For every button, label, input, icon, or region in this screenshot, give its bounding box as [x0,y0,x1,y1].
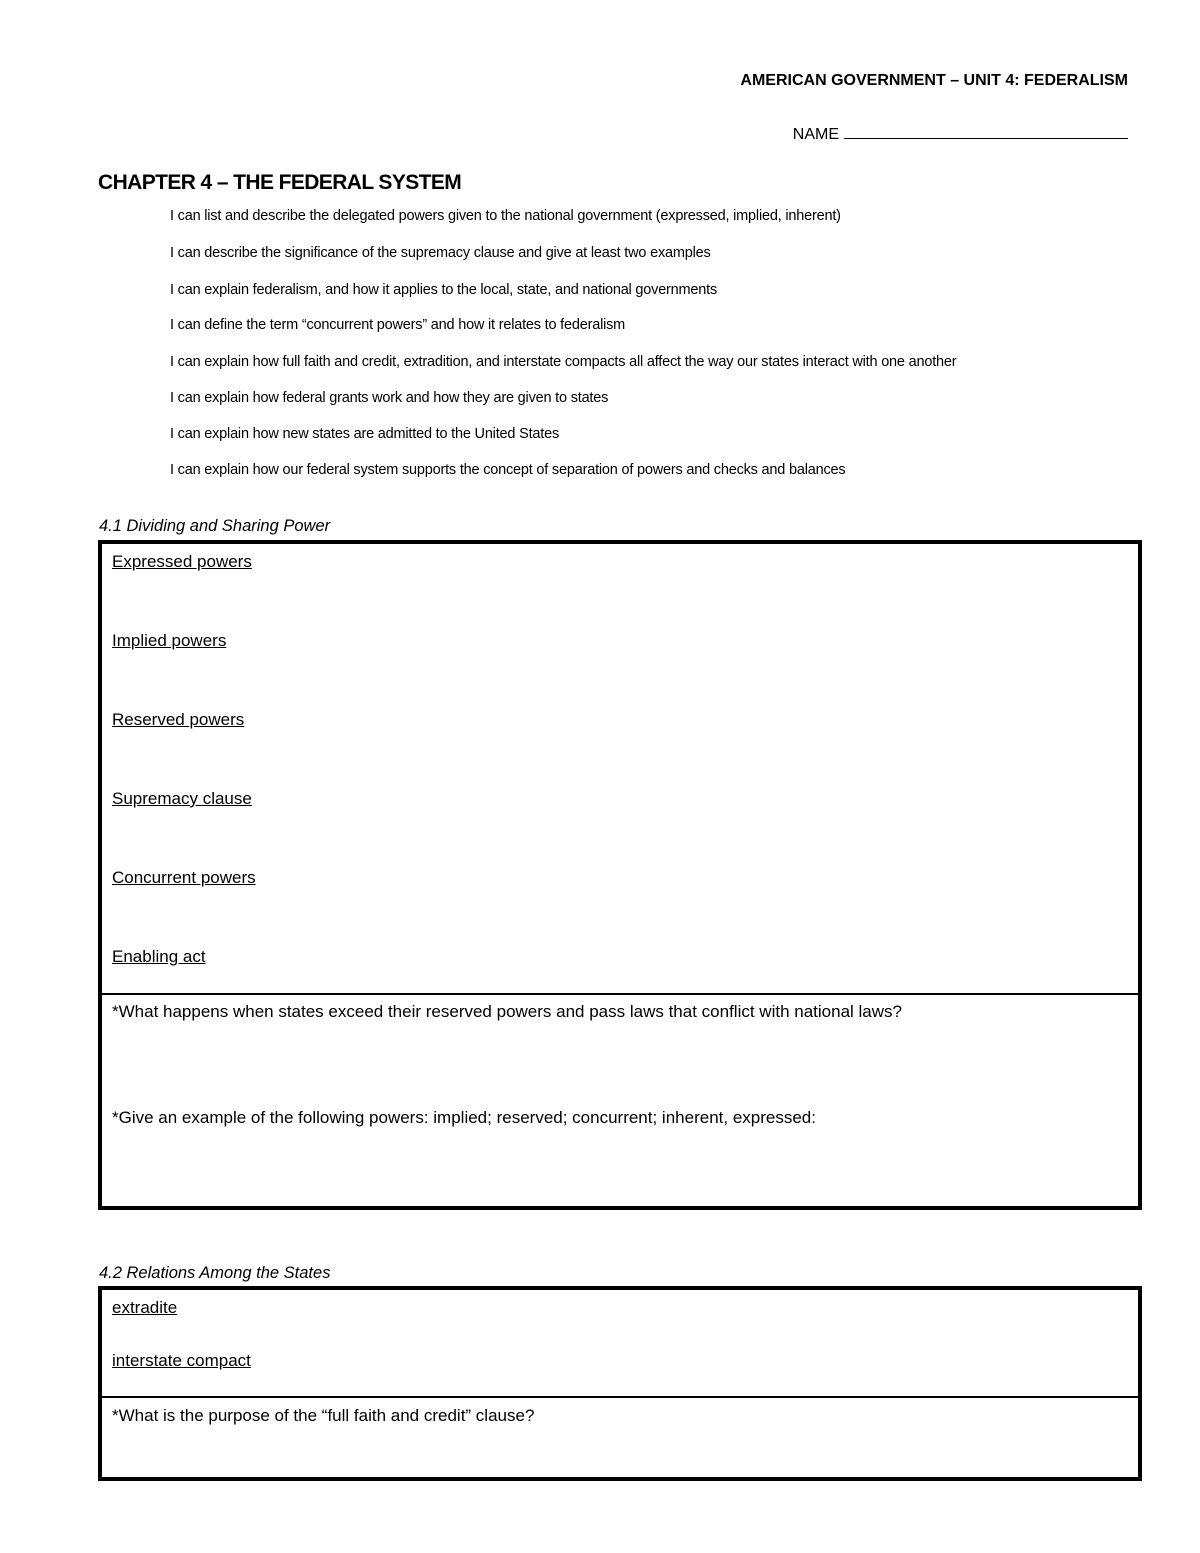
objective-item: I can describe the significance of the supremacy clause and give at least two examples [170,245,711,261]
section-4-1-box [98,540,1142,1210]
term-label: Supremacy clause [112,789,252,808]
unit-title: AMERICAN GOVERNMENT – UNIT 4: FEDERALISM [740,72,1128,89]
name-line [793,124,1128,144]
objective-item: I can explain how federal grants work and how they are given to states [170,390,609,406]
term-label: Reserved powers [112,710,245,729]
box-divider [102,1396,1138,1398]
term-label: Concurrent powers [112,868,256,887]
term-label: Enabling act [112,947,206,966]
name-label: NAME [792,126,839,143]
objective-item: I can explain federalism, and how it applies to the local, state, and national governments [170,282,718,298]
objective-item: I can define the term “concurrent powers” and how it relates to federalism [170,317,626,333]
question-prompt: *What is the purpose of the “full faith and credit” clause? [112,1406,535,1425]
name-blank[interactable] [844,124,1128,139]
objective-item: I can explain how new states are admitted to the United States [170,426,559,442]
term-label: extradite [112,1298,178,1317]
objective-item: I can explain how our federal system supports the concept of separation of powers and checks and balances [170,462,846,478]
box-divider [102,993,1138,995]
objective-item: I can list and describe the delegated powers given to the national government (expressed, implied, inherent) [170,208,841,224]
question-prompt: *Give an example of the following powers: implied; reserved; concurrent; inherent, expressed: [112,1108,816,1127]
section-4-2-box [98,1286,1142,1481]
section-heading: 4.1 Dividing and Sharing Power [99,517,331,535]
section-heading: 4.2 Relations Among the States [99,1264,331,1282]
chapter-title: CHAPTER 4 – THE FEDERAL SYSTEM [98,171,462,194]
objective-item: I can explain how full faith and credit, extradition, and interstate compacts all affect the way our states interact with one another [170,354,957,370]
term-label: Expressed powers [112,552,252,571]
term-label: Implied powers [112,631,227,650]
question-prompt: *What happens when states exceed their reserved powers and pass laws that conflict with national laws? [112,1002,902,1021]
term-label: interstate compact [112,1351,251,1370]
